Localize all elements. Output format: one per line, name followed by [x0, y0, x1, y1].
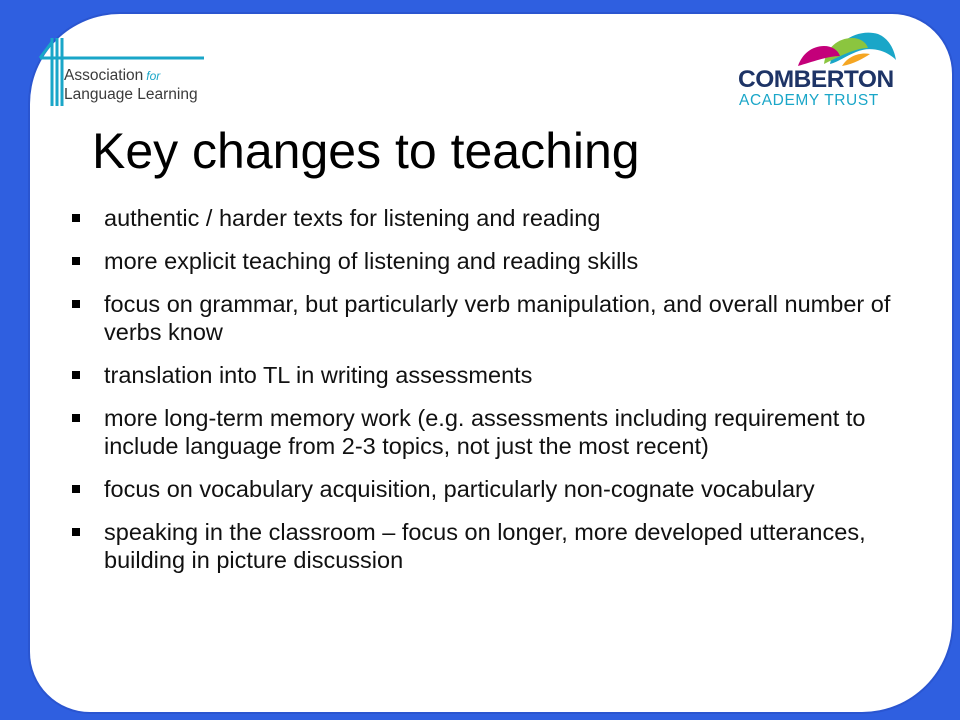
list-item: more explicit teaching of listening and reading skills [72, 247, 912, 275]
all-logo-line2: Language Learning [64, 86, 198, 103]
comberton-name: COMBERTON [738, 66, 894, 93]
bullet-square-icon [72, 257, 80, 265]
list-item: translation into TL in writing assessments [72, 361, 912, 389]
all-logo-for: for [146, 69, 161, 83]
bullet-square-icon [72, 485, 80, 493]
list-item: speaking in the classroom – focus on longer, more developed utterances, building in picture discussion [72, 518, 912, 574]
all-logo-line1: Association for [64, 67, 161, 84]
list-item: focus on grammar, but particularly verb manipulation, and overall number of verbs know [72, 290, 912, 346]
bullet-square-icon [72, 300, 80, 308]
list-item: focus on vocabulary acquisition, particularly non-cognate vocabulary [72, 475, 912, 503]
list-item: more long-term memory work (e.g. assessments including requirement to include language from 2-3 topics, not just the most recent) [72, 404, 912, 460]
bullet-square-icon [72, 528, 80, 536]
bullet-list [72, 204, 912, 589]
bullet-square-icon [72, 214, 80, 222]
comberton-logo [738, 26, 898, 110]
bullet-square-icon [72, 371, 80, 379]
comberton-swoosh-icon [738, 26, 898, 70]
slide-title: Key changes to teaching [92, 123, 640, 179]
bullet-square-icon [72, 414, 80, 422]
all-logo [38, 36, 208, 110]
list-item: authentic / harder texts for listening and reading [72, 204, 912, 232]
comberton-subtitle: ACADEMY TRUST [739, 92, 879, 109]
